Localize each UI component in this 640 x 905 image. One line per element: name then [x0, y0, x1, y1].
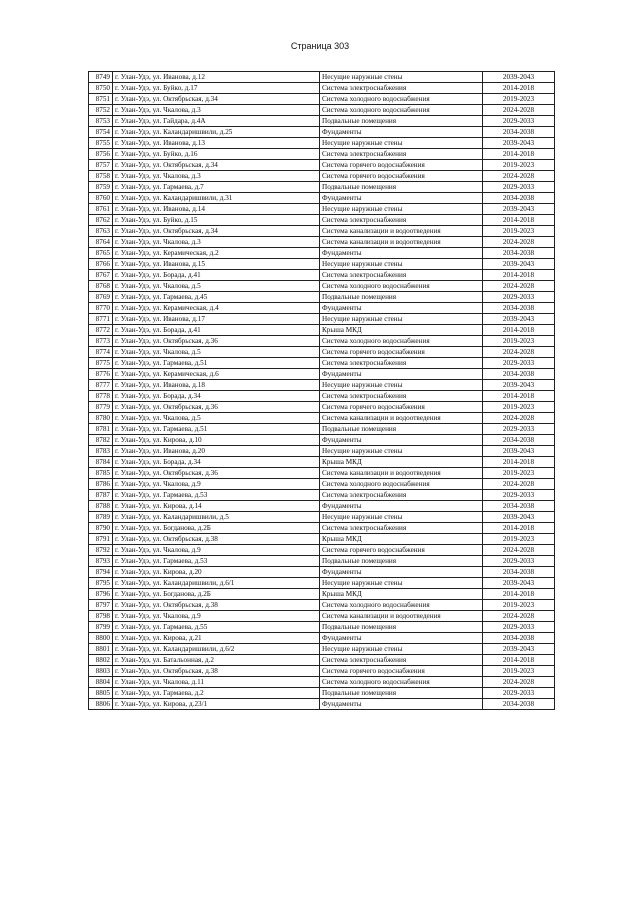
period-cell: 2034-2038	[483, 435, 555, 446]
table-row	[89, 490, 555, 501]
row-number-cell: 8801	[89, 644, 113, 655]
table-row	[89, 193, 555, 204]
row-number-cell: 8785	[89, 468, 113, 479]
system-cell: Крыша МКД	[320, 457, 483, 468]
table-row	[89, 600, 555, 611]
system-cell: Подвальные помещения	[320, 116, 483, 127]
address-cell: г. Улан-Удэ, ул. Гармаева, д.51	[113, 424, 320, 435]
address-cell: г. Улан-Удэ, ул. Кирова, д.20	[113, 567, 320, 578]
period-cell: 2039-2043	[483, 314, 555, 325]
table-row	[89, 226, 555, 237]
row-number-cell: 8771	[89, 314, 113, 325]
system-cell: Система электроснабжения	[320, 83, 483, 94]
period-cell: 2014-2018	[483, 589, 555, 600]
address-cell: г. Улан-Удэ, ул. Гармаева, д.53	[113, 490, 320, 501]
system-cell: Фундаменты	[320, 699, 483, 710]
address-cell: г. Улан-Удэ, ул. Буйко, д.15	[113, 215, 320, 226]
page-title: Страница 303	[290, 41, 350, 51]
address-cell: г. Улан-Удэ, ул. Чкалова, д.9	[113, 479, 320, 490]
table-row	[89, 358, 555, 369]
table-row	[89, 578, 555, 589]
row-number-cell: 8757	[89, 160, 113, 171]
period-cell: 2014-2018	[483, 655, 555, 666]
system-cell: Крыша МКД	[320, 589, 483, 600]
period-cell: 2024-2028	[483, 479, 555, 490]
table-row	[89, 534, 555, 545]
period-cell: 2024-2028	[483, 413, 555, 424]
address-cell: г. Улан-Удэ, ул. Борада, д.34	[113, 391, 320, 402]
table-row	[89, 402, 555, 413]
system-cell: Подвальные помещения	[320, 556, 483, 567]
system-cell: Система холодного водоснабжения	[320, 600, 483, 611]
row-number-cell: 8775	[89, 358, 113, 369]
period-cell: 2024-2028	[483, 611, 555, 622]
table-row	[89, 699, 555, 710]
address-cell: г. Улан-Удэ, ул. Иванова, д.12	[113, 72, 320, 83]
table-row	[89, 457, 555, 468]
row-number-cell: 8788	[89, 501, 113, 512]
system-cell: Фундаменты	[320, 303, 483, 314]
period-cell: 2034-2038	[483, 501, 555, 512]
row-number-cell: 8764	[89, 237, 113, 248]
system-cell: Несущие наружные стены	[320, 578, 483, 589]
row-number-cell: 8782	[89, 435, 113, 446]
row-number-cell: 8762	[89, 215, 113, 226]
period-cell: 2029-2033	[483, 182, 555, 193]
table-row	[89, 72, 555, 83]
table-row	[89, 677, 555, 688]
period-cell: 2014-2018	[483, 83, 555, 94]
system-cell: Система холодного водоснабжения	[320, 281, 483, 292]
table-row	[89, 127, 555, 138]
table-row	[89, 94, 555, 105]
period-cell: 2029-2033	[483, 688, 555, 699]
address-cell: г. Улан-Удэ, ул. Иванова, д.14	[113, 204, 320, 215]
address-cell: г. Улан-Удэ, ул. Каландаришвили, д.6/1	[113, 578, 320, 589]
period-cell: 2039-2043	[483, 446, 555, 457]
system-cell: Система горячего водоснабжения	[320, 402, 483, 413]
address-cell: г. Улан-Удэ, ул. Чкалова, д.9	[113, 611, 320, 622]
table-row	[89, 589, 555, 600]
table-row	[89, 479, 555, 490]
address-cell: г. Улан-Удэ, ул. Керамическая, д.2	[113, 248, 320, 259]
row-number-cell: 8753	[89, 116, 113, 127]
address-cell: г. Улан-Удэ, ул. Чкалова, д.5	[113, 347, 320, 358]
table-row	[89, 237, 555, 248]
table-row	[89, 160, 555, 171]
address-cell: г. Улан-Удэ, ул. Октябрьская, д.36	[113, 402, 320, 413]
period-cell: 2014-2018	[483, 325, 555, 336]
period-cell: 2029-2033	[483, 292, 555, 303]
system-cell: Фундаменты	[320, 193, 483, 204]
row-number-cell: 8752	[89, 105, 113, 116]
row-number-cell: 8803	[89, 666, 113, 677]
row-number-cell: 8758	[89, 171, 113, 182]
address-cell: г. Улан-Удэ, ул. Чкалова, д.11	[113, 677, 320, 688]
address-cell: г. Улан-Удэ, ул. Каландаришвили, д.25	[113, 127, 320, 138]
address-cell: г. Улан-Удэ, ул. Гармаева, д.55	[113, 622, 320, 633]
address-cell: г. Улан-Удэ, ул. Чкалова, д.3	[113, 171, 320, 182]
row-number-cell: 8767	[89, 270, 113, 281]
row-number-cell: 8754	[89, 127, 113, 138]
row-number-cell: 8774	[89, 347, 113, 358]
period-cell: 2029-2033	[483, 490, 555, 501]
table-row	[89, 336, 555, 347]
address-cell: г. Улан-Удэ, ул. Керамическая, д.4	[113, 303, 320, 314]
address-cell: г. Улан-Удэ, ул. Иванова, д.17	[113, 314, 320, 325]
period-cell: 2039-2043	[483, 138, 555, 149]
address-cell: г. Улан-Удэ, ул. Борада, д.41	[113, 270, 320, 281]
table-row	[89, 171, 555, 182]
period-cell: 2029-2033	[483, 358, 555, 369]
row-number-cell: 8796	[89, 589, 113, 600]
period-cell: 2039-2043	[483, 259, 555, 270]
address-cell: г. Улан-Удэ, ул. Гармаева, д.2	[113, 688, 320, 699]
system-cell: Несущие наружные стены	[320, 72, 483, 83]
system-cell: Система электроснабжения	[320, 523, 483, 534]
system-cell: Фундаменты	[320, 567, 483, 578]
system-cell: Система электроснабжения	[320, 270, 483, 281]
table-row	[89, 446, 555, 457]
address-cell: г. Улан-Удэ, ул. Батальонная, д.2	[113, 655, 320, 666]
row-number-cell: 8761	[89, 204, 113, 215]
table-row	[89, 655, 555, 666]
address-cell: г. Улан-Удэ, ул. Октябрьская, д.34	[113, 226, 320, 237]
system-cell: Система горячего водоснабжения	[320, 666, 483, 677]
period-cell: 2024-2028	[483, 347, 555, 358]
address-cell: г. Улан-Удэ, ул. Гармаева, д.51	[113, 358, 320, 369]
row-number-cell: 8760	[89, 193, 113, 204]
period-cell: 2024-2028	[483, 281, 555, 292]
table-row	[89, 622, 555, 633]
system-cell: Несущие наружные стены	[320, 314, 483, 325]
address-cell: г. Улан-Удэ, ул. Октябрьская, д.36	[113, 468, 320, 479]
address-cell: г. Улан-Удэ, ул. Гармаева, д.45	[113, 292, 320, 303]
period-cell: 2019-2023	[483, 402, 555, 413]
table-row	[89, 215, 555, 226]
address-cell: г. Улан-Удэ, ул. Чкалова, д.9	[113, 545, 320, 556]
system-cell: Система холодного водоснабжения	[320, 336, 483, 347]
address-cell: г. Улан-Удэ, ул. Чкалова, д.3	[113, 237, 320, 248]
system-cell: Несущие наружные стены	[320, 138, 483, 149]
period-cell: 2029-2033	[483, 622, 555, 633]
row-number-cell: 8805	[89, 688, 113, 699]
period-cell: 2024-2028	[483, 171, 555, 182]
table-row	[89, 391, 555, 402]
table-row	[89, 182, 555, 193]
table-row	[89, 83, 555, 94]
table-row	[89, 611, 555, 622]
period-cell: 2029-2033	[483, 116, 555, 127]
period-cell: 2039-2043	[483, 380, 555, 391]
row-number-cell: 8780	[89, 413, 113, 424]
period-cell: 2039-2043	[483, 644, 555, 655]
row-number-cell: 8755	[89, 138, 113, 149]
system-cell: Система горячего водоснабжения	[320, 160, 483, 171]
row-number-cell: 8769	[89, 292, 113, 303]
system-cell: Система канализации и водоотведения	[320, 413, 483, 424]
row-number-cell: 8799	[89, 622, 113, 633]
row-number-cell: 8792	[89, 545, 113, 556]
period-cell: 2034-2038	[483, 127, 555, 138]
address-cell: г. Улан-Удэ, ул. Буйко, д.16	[113, 149, 320, 160]
system-cell: Фундаменты	[320, 633, 483, 644]
system-cell: Система холодного водоснабжения	[320, 677, 483, 688]
row-number-cell: 8798	[89, 611, 113, 622]
system-cell: Система холодного водоснабжения	[320, 94, 483, 105]
period-cell: 2024-2028	[483, 105, 555, 116]
table-row	[89, 545, 555, 556]
table-row	[89, 567, 555, 578]
table-row	[89, 501, 555, 512]
period-cell: 2019-2023	[483, 226, 555, 237]
address-cell: г. Улан-Удэ, ул. Октябрьская, д.38	[113, 600, 320, 611]
period-cell: 2029-2033	[483, 556, 555, 567]
address-cell: г. Улан-Удэ, ул. Октябрьская, д.38	[113, 666, 320, 677]
table-row	[89, 556, 555, 567]
row-number-cell: 8789	[89, 512, 113, 523]
period-cell: 2019-2023	[483, 534, 555, 545]
system-cell: Несущие наружные стены	[320, 204, 483, 215]
period-cell: 2014-2018	[483, 215, 555, 226]
period-cell: 2034-2038	[483, 699, 555, 710]
address-cell: г. Улан-Удэ, ул. Борада, д.34	[113, 457, 320, 468]
row-number-cell: 8773	[89, 336, 113, 347]
address-cell: г. Улан-Удэ, ул. Октябрьская, д.38	[113, 534, 320, 545]
address-cell: г. Улан-Удэ, ул. Гармаева, д.53	[113, 556, 320, 567]
row-number-cell: 8793	[89, 556, 113, 567]
address-cell: г. Улан-Удэ, ул. Чкалова, д.5	[113, 413, 320, 424]
row-number-cell: 8795	[89, 578, 113, 589]
table-row	[89, 688, 555, 699]
period-cell: 2014-2018	[483, 523, 555, 534]
system-cell: Крыша МКД	[320, 534, 483, 545]
system-cell: Несущие наружные стены	[320, 644, 483, 655]
table-row	[89, 204, 555, 215]
table-row	[89, 325, 555, 336]
period-cell: 2039-2043	[483, 204, 555, 215]
address-cell: г. Улан-Удэ, ул. Кирова, д.21	[113, 633, 320, 644]
row-number-cell: 8804	[89, 677, 113, 688]
address-cell: г. Улан-Удэ, ул. Буйко, д.17	[113, 83, 320, 94]
row-number-cell: 8766	[89, 259, 113, 270]
system-cell: Несущие наружные стены	[320, 259, 483, 270]
row-number-cell: 8750	[89, 83, 113, 94]
row-number-cell: 8756	[89, 149, 113, 160]
row-number-cell: 8779	[89, 402, 113, 413]
row-number-cell: 8749	[89, 72, 113, 83]
table-row	[89, 116, 555, 127]
system-cell: Фундаменты	[320, 248, 483, 259]
row-number-cell: 8781	[89, 424, 113, 435]
table-row	[89, 270, 555, 281]
row-number-cell: 8776	[89, 369, 113, 380]
system-cell: Фундаменты	[320, 501, 483, 512]
system-cell: Система электроснабжения	[320, 149, 483, 160]
period-cell: 2029-2033	[483, 424, 555, 435]
row-number-cell: 8765	[89, 248, 113, 259]
row-number-cell: 8786	[89, 479, 113, 490]
table-row	[89, 369, 555, 380]
row-number-cell: 8768	[89, 281, 113, 292]
row-number-cell: 8784	[89, 457, 113, 468]
address-cell: г. Улан-Удэ, ул. Богданова, д.2Б	[113, 589, 320, 600]
period-cell: 2039-2043	[483, 72, 555, 83]
period-cell: 2019-2023	[483, 468, 555, 479]
system-cell: Система холодного водоснабжения	[320, 479, 483, 490]
period-cell: 2024-2028	[483, 677, 555, 688]
period-cell: 2034-2038	[483, 567, 555, 578]
system-cell: Система электроснабжения	[320, 490, 483, 501]
table-row	[89, 666, 555, 677]
system-cell: Несущие наружные стены	[320, 446, 483, 457]
system-cell: Система холодного водоснабжения	[320, 105, 483, 116]
period-cell: 2019-2023	[483, 600, 555, 611]
period-cell: 2019-2023	[483, 94, 555, 105]
table-row	[89, 292, 555, 303]
system-cell: Подвальные помещения	[320, 688, 483, 699]
period-cell: 2014-2018	[483, 149, 555, 160]
system-cell: Система электроснабжения	[320, 358, 483, 369]
row-number-cell: 8791	[89, 534, 113, 545]
system-cell: Несущие наружные стены	[320, 380, 483, 391]
row-number-cell: 8787	[89, 490, 113, 501]
row-number-cell: 8790	[89, 523, 113, 534]
address-cell: г. Улан-Удэ, ул. Богданова, д.2Б	[113, 523, 320, 534]
system-cell: Система горячего водоснабжения	[320, 171, 483, 182]
address-cell: г. Улан-Удэ, ул. Гайдара, д.4А	[113, 116, 320, 127]
system-cell: Несущие наружные стены	[320, 512, 483, 523]
address-cell: г. Улан-Удэ, ул. Октябрьская, д.36	[113, 336, 320, 347]
table-row	[89, 435, 555, 446]
address-cell: г. Улан-Удэ, ул. Каландаришвили, д.5	[113, 512, 320, 523]
row-number-cell: 8802	[89, 655, 113, 666]
address-cell: г. Улан-Удэ, ул. Октябрьская, д.34	[113, 94, 320, 105]
period-cell: 2019-2023	[483, 160, 555, 171]
address-cell: г. Улан-Удэ, ул. Керамическая, д.6	[113, 369, 320, 380]
system-cell: Подвальные помещения	[320, 424, 483, 435]
row-number-cell: 8806	[89, 699, 113, 710]
table-row	[89, 380, 555, 391]
table-row	[89, 413, 555, 424]
address-cell: г. Улан-Удэ, ул. Октябрьская, д.34	[113, 160, 320, 171]
table-row	[89, 347, 555, 358]
address-cell: г. Улан-Удэ, ул. Борада, д.41	[113, 325, 320, 336]
period-cell: 2024-2028	[483, 237, 555, 248]
row-number-cell: 8778	[89, 391, 113, 402]
row-number-cell: 8797	[89, 600, 113, 611]
system-cell: Подвальные помещения	[320, 292, 483, 303]
address-cell: г. Улан-Удэ, ул. Чкалова, д.3	[113, 105, 320, 116]
address-cell: г. Улан-Удэ, ул. Кирова, д.23/1	[113, 699, 320, 710]
system-cell: Подвальные помещения	[320, 182, 483, 193]
period-cell: 2034-2038	[483, 633, 555, 644]
address-cell: г. Улан-Удэ, ул. Каландаришвили, д.31	[113, 193, 320, 204]
period-cell: 2014-2018	[483, 457, 555, 468]
schedule-table	[88, 71, 555, 710]
period-cell: 2034-2038	[483, 248, 555, 259]
period-cell: 2034-2038	[483, 303, 555, 314]
system-cell: Фундаменты	[320, 435, 483, 446]
row-number-cell: 8772	[89, 325, 113, 336]
period-cell: 2019-2023	[483, 336, 555, 347]
row-number-cell: 8770	[89, 303, 113, 314]
system-cell: Фундаменты	[320, 369, 483, 380]
period-cell: 2039-2043	[483, 578, 555, 589]
system-cell: Система горячего водоснабжения	[320, 347, 483, 358]
address-cell: г. Улан-Удэ, ул. Иванова, д.18	[113, 380, 320, 391]
table-row	[89, 523, 555, 534]
system-cell: Крыша МКД	[320, 325, 483, 336]
address-cell: г. Улан-Удэ, ул. Иванова, д.20	[113, 446, 320, 457]
system-cell: Система электроснабжения	[320, 215, 483, 226]
row-number-cell: 8751	[89, 94, 113, 105]
system-cell: Подвальные помещения	[320, 622, 483, 633]
table-row	[89, 314, 555, 325]
table-row	[89, 512, 555, 523]
address-cell: г. Улан-Удэ, ул. Иванова, д.15	[113, 259, 320, 270]
row-number-cell: 8800	[89, 633, 113, 644]
period-cell: 2014-2018	[483, 270, 555, 281]
address-cell: г. Улан-Удэ, ул. Каландаришвили, д.6/2	[113, 644, 320, 655]
row-number-cell: 8783	[89, 446, 113, 457]
period-cell: 2024-2028	[483, 545, 555, 556]
system-cell: Система канализации и водоотведения	[320, 611, 483, 622]
system-cell: Система электроснабжения	[320, 391, 483, 402]
system-cell: Система электроснабжения	[320, 655, 483, 666]
table-row	[89, 149, 555, 160]
row-number-cell: 8763	[89, 226, 113, 237]
address-cell: г. Улан-Удэ, ул. Кирова, д.10	[113, 435, 320, 446]
table-row	[89, 633, 555, 644]
table-row	[89, 468, 555, 479]
row-number-cell: 8777	[89, 380, 113, 391]
period-cell: 2019-2023	[483, 666, 555, 677]
period-cell: 2039-2043	[483, 512, 555, 523]
table-row	[89, 303, 555, 314]
table-row	[89, 424, 555, 435]
system-cell: Система горячего водоснабжения	[320, 545, 483, 556]
table-row	[89, 259, 555, 270]
row-number-cell: 8759	[89, 182, 113, 193]
address-cell: г. Улан-Удэ, ул. Чкалова, д.5	[113, 281, 320, 292]
address-cell: г. Улан-Удэ, ул. Иванова, д.13	[113, 138, 320, 149]
period-cell: 2014-2018	[483, 391, 555, 402]
table-row	[89, 644, 555, 655]
address-cell: г. Улан-Удэ, ул. Гармаева, д.7	[113, 182, 320, 193]
table-row	[89, 105, 555, 116]
table-body	[89, 72, 555, 710]
period-cell: 2034-2038	[483, 369, 555, 380]
system-cell: Система канализации и водоотведения	[320, 468, 483, 479]
table-row	[89, 281, 555, 292]
system-cell: Система канализации и водоотведения	[320, 237, 483, 248]
system-cell: Система канализации и водоотведения	[320, 226, 483, 237]
table-row	[89, 248, 555, 259]
table-row	[89, 138, 555, 149]
row-number-cell: 8794	[89, 567, 113, 578]
address-cell: г. Улан-Удэ, ул. Кирова, д.14	[113, 501, 320, 512]
period-cell: 2034-2038	[483, 193, 555, 204]
system-cell: Фундаменты	[320, 127, 483, 138]
